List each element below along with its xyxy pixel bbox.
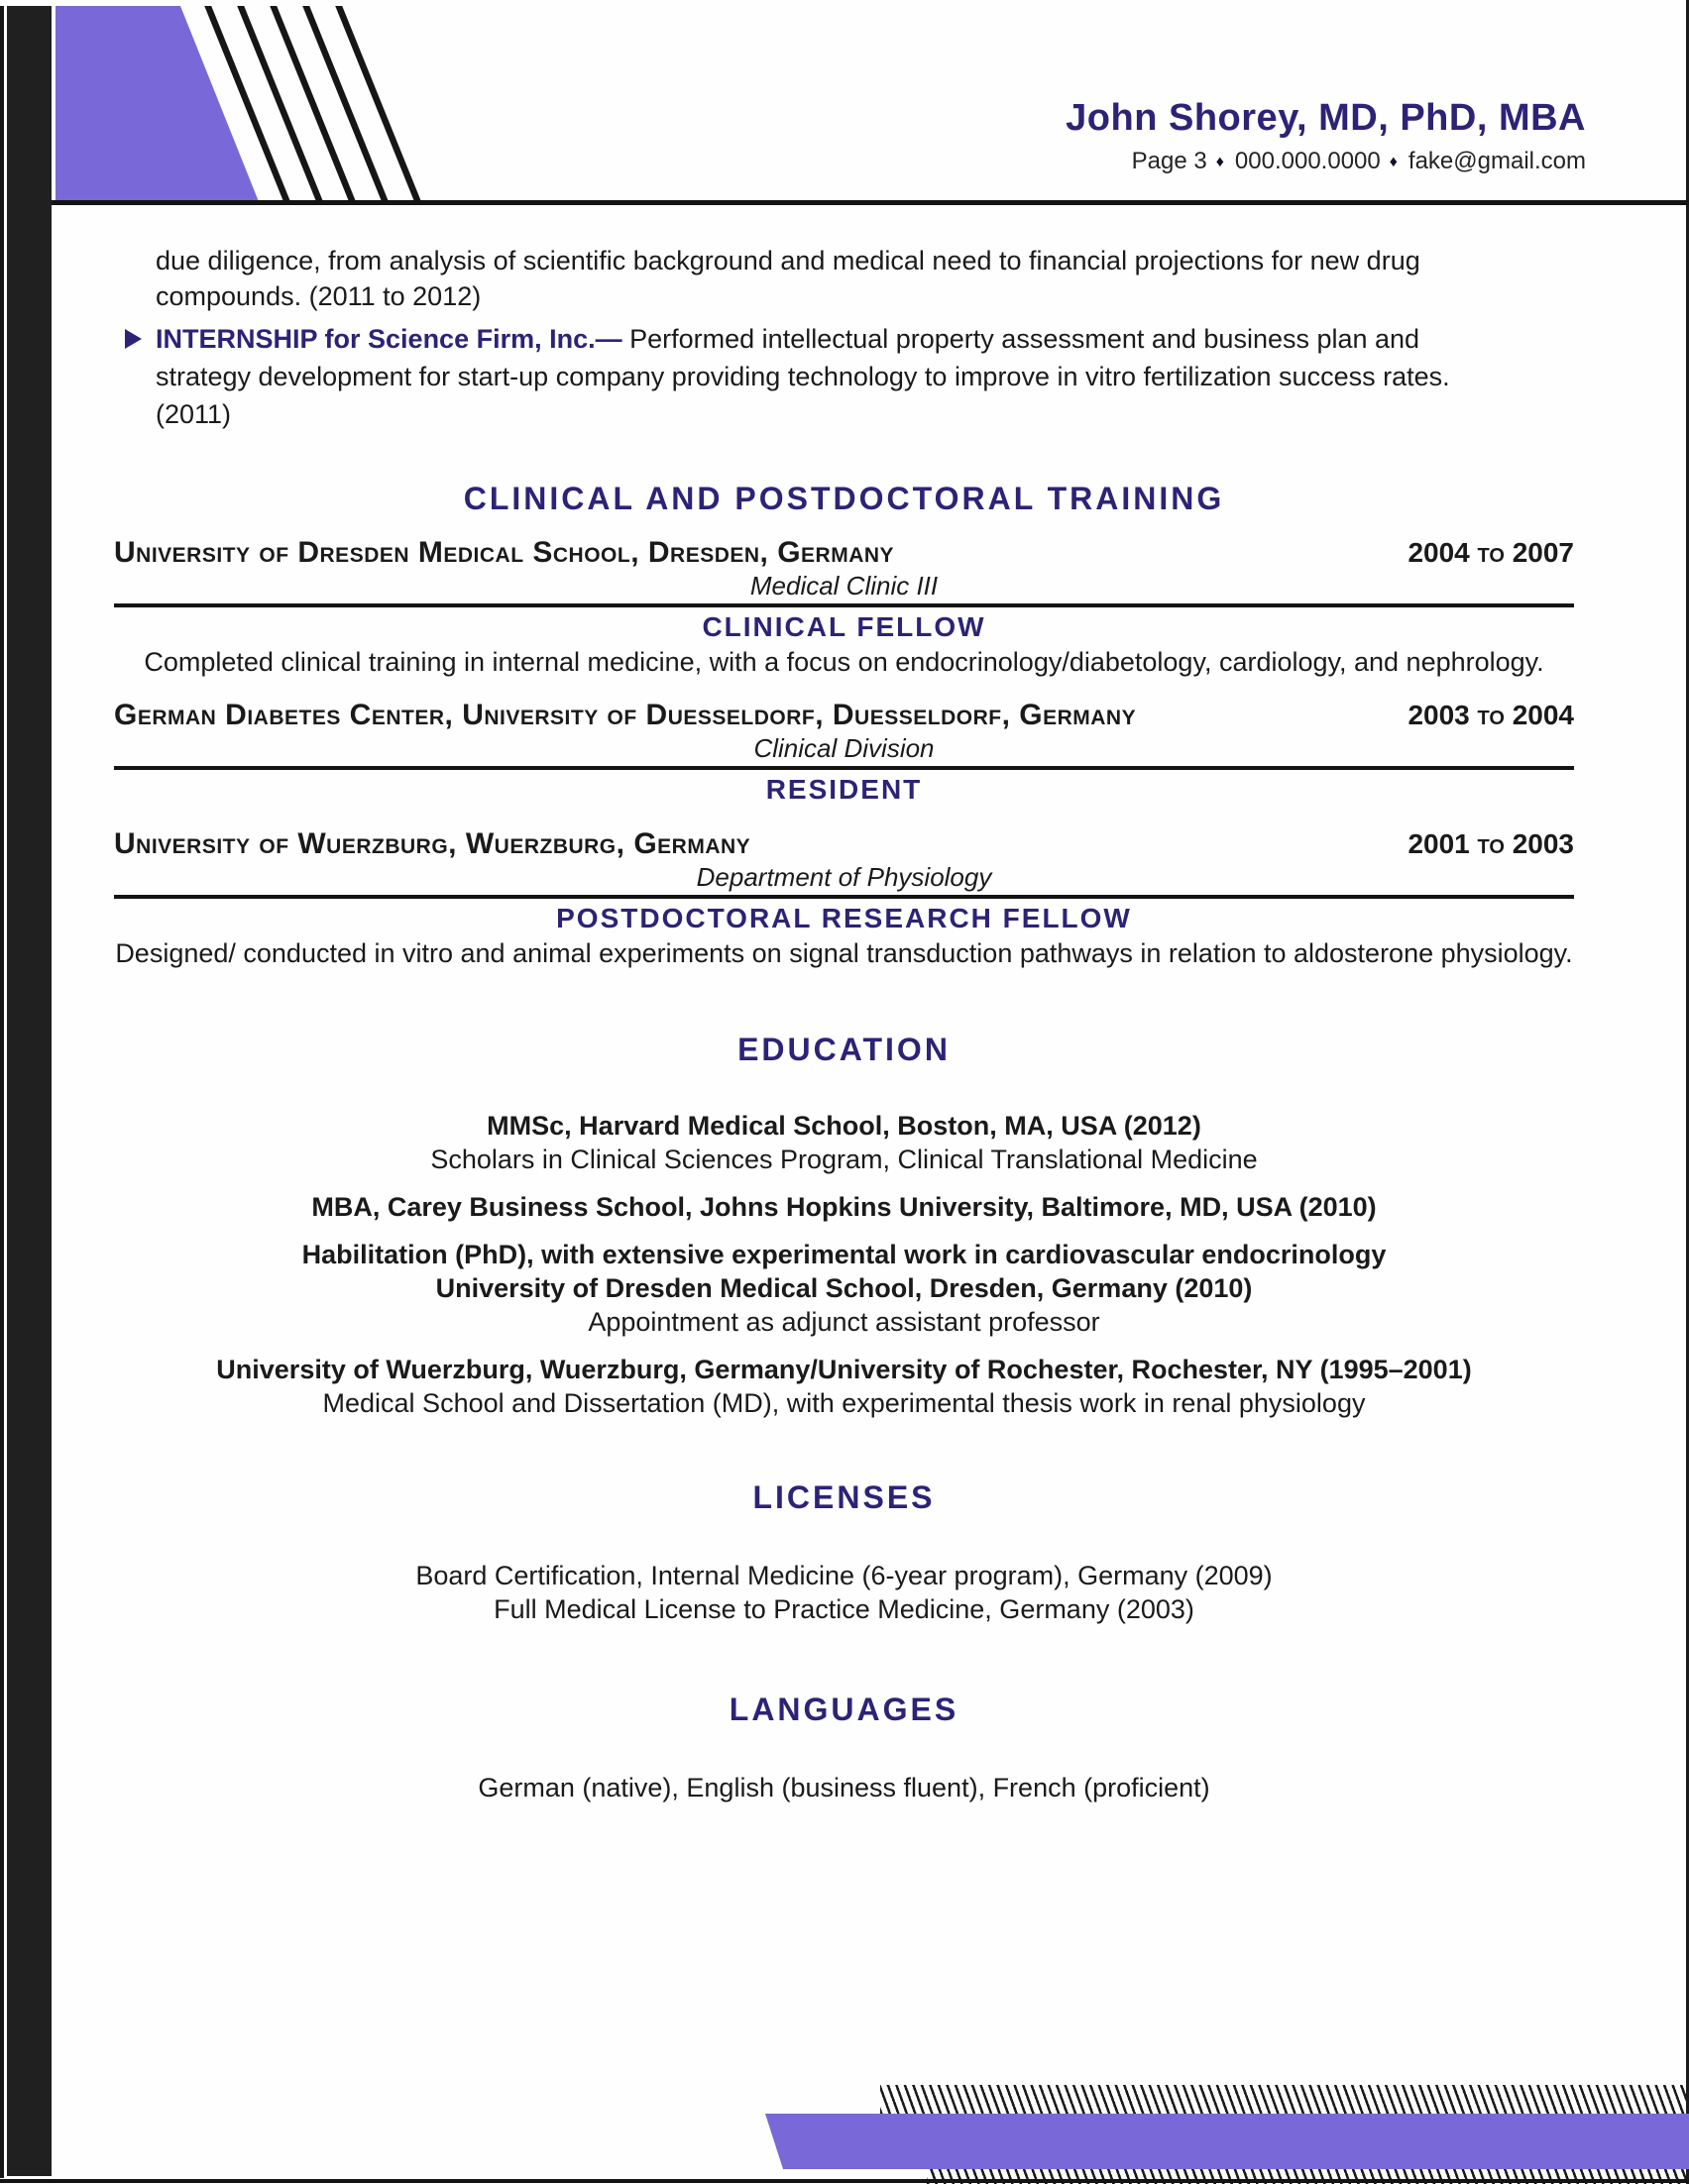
section-heading-licenses: LICENSES	[752, 1479, 936, 1515]
education-degree-line: MMSc, Harvard Medical School, Boston, MA, USA (2012)	[487, 1111, 1201, 1141]
divider-rule	[114, 895, 1574, 899]
entry-header-row	[114, 827, 1574, 861]
entry-dates: 2004 to 2007	[1408, 537, 1574, 568]
license-line: Full Medical License to Practice Medicine, Germany (2003)	[494, 1594, 1194, 1624]
diamond-separator-icon: ♦	[1215, 154, 1224, 170]
left-border-bar	[7, 6, 52, 2176]
page-bottom-rule	[0, 2179, 1689, 2183]
internship-bullet-item	[156, 320, 1506, 433]
bullet-lead-label: INTERNSHIP for Science Firm, Inc.—	[156, 324, 622, 354]
education-detail-line: Scholars in Clinical Sciences Program, Clinical Translational Medicine	[430, 1145, 1258, 1174]
section-heading-languages: LANGUAGES	[729, 1692, 959, 1727]
contact-line	[1066, 148, 1586, 175]
email-address: fake@gmail.com	[1408, 148, 1586, 174]
education-degree-line: University of Wuerzburg, Wuerzburg, Germany/University of Rochester, Rochester, NY (1995–2001)	[216, 1355, 1472, 1384]
role-title: RESIDENT	[765, 774, 923, 805]
header-text-block	[1066, 97, 1586, 175]
division-name: Clinical Division	[753, 733, 935, 763]
bullet-text: Performed intellectual property assessment and business plan and strategy development for start-up company providing technology to improve in vitro fertilization success rates. (2011)	[156, 324, 1450, 429]
role-title: POSTDOCTORAL RESEARCH FELLOW	[556, 903, 1132, 933]
entry-dates: 2001 to 2003	[1408, 828, 1574, 859]
phone-number: 000.000.0000	[1234, 148, 1381, 174]
carryover-paragraph: due diligence, from analysis of scientific background and medical need to financial projections for new drug compounds. (2011 to 2012)	[156, 246, 1420, 311]
role-title: CLINICAL FELLOW	[702, 611, 986, 642]
section-heading-training: CLINICAL AND POSTDOCTORAL TRAINING	[463, 481, 1225, 516]
entry-dates: 2003 to 2004	[1408, 700, 1574, 730]
institution-name: German Diabetes Center, University of Duesseldorf, Duesseldorf, Germany	[114, 699, 1137, 731]
candidate-name: John Shorey, MD, PhD, MBA	[1066, 97, 1586, 139]
training-entry	[114, 827, 1574, 970]
education-degree-line: Habilitation (PhD), with extensive experimental work in cardiovascular endocrinology	[301, 1240, 1387, 1269]
role-description: Designed/ conducted in vitro and animal experiments on signal transduction pathways in relation to aldosterone physiology.	[115, 938, 1573, 968]
left-edge-strip	[0, 6, 4, 2178]
division-name: Medical Clinic III	[749, 571, 939, 601]
page-number-label: Page 3	[1131, 148, 1207, 174]
license-line: Board Certification, Internal Medicine (6-year program), Germany (2009)	[415, 1561, 1273, 1590]
divider-rule	[114, 603, 1574, 607]
education-group	[114, 1238, 1574, 1339]
institution-name: University of Dresden Medical School, Dresden, Germany	[114, 536, 895, 569]
division-name: Department of Physiology	[696, 862, 992, 892]
language-line: German (native), English (business fluent), French (proficient)	[478, 1773, 1210, 1802]
footer-hatch-top	[880, 2085, 1689, 2114]
resume-body	[114, 243, 1574, 1804]
divider-rule	[114, 766, 1574, 770]
training-entry	[114, 536, 1574, 679]
role-description: Completed clinical training in internal medicine, with a focus on endocrinology/diabetology, cardiology, and nephrology.	[144, 647, 1544, 677]
education-detail-line: Medical School and Dissertation (MD), with experimental thesis work in renal physiology	[322, 1388, 1366, 1418]
training-entry	[114, 699, 1574, 808]
header-underline	[52, 200, 1689, 205]
entry-header-row	[114, 536, 1574, 570]
education-group	[114, 1353, 1574, 1420]
section-heading-education: EDUCATION	[737, 1032, 951, 1067]
institution-name: University of Wuerzburg, Wuerzburg, Germany	[114, 827, 751, 860]
footer-accent-band	[763, 2114, 1689, 2169]
education-detail-line: Appointment as adjunct assistant professor	[588, 1307, 1100, 1337]
bullet-triangle-icon	[125, 329, 142, 349]
diamond-separator-icon: ♦	[1389, 154, 1398, 170]
education-group	[114, 1190, 1574, 1224]
entry-header-row	[114, 699, 1574, 732]
education-group	[114, 1109, 1574, 1176]
education-degree-line: University of Dresden Medical School, Dresden, Germany (2010)	[435, 1273, 1253, 1303]
education-degree-line: MBA, Carey Business School, Johns Hopkins University, Baltimore, MD, USA (2010)	[311, 1192, 1377, 1222]
